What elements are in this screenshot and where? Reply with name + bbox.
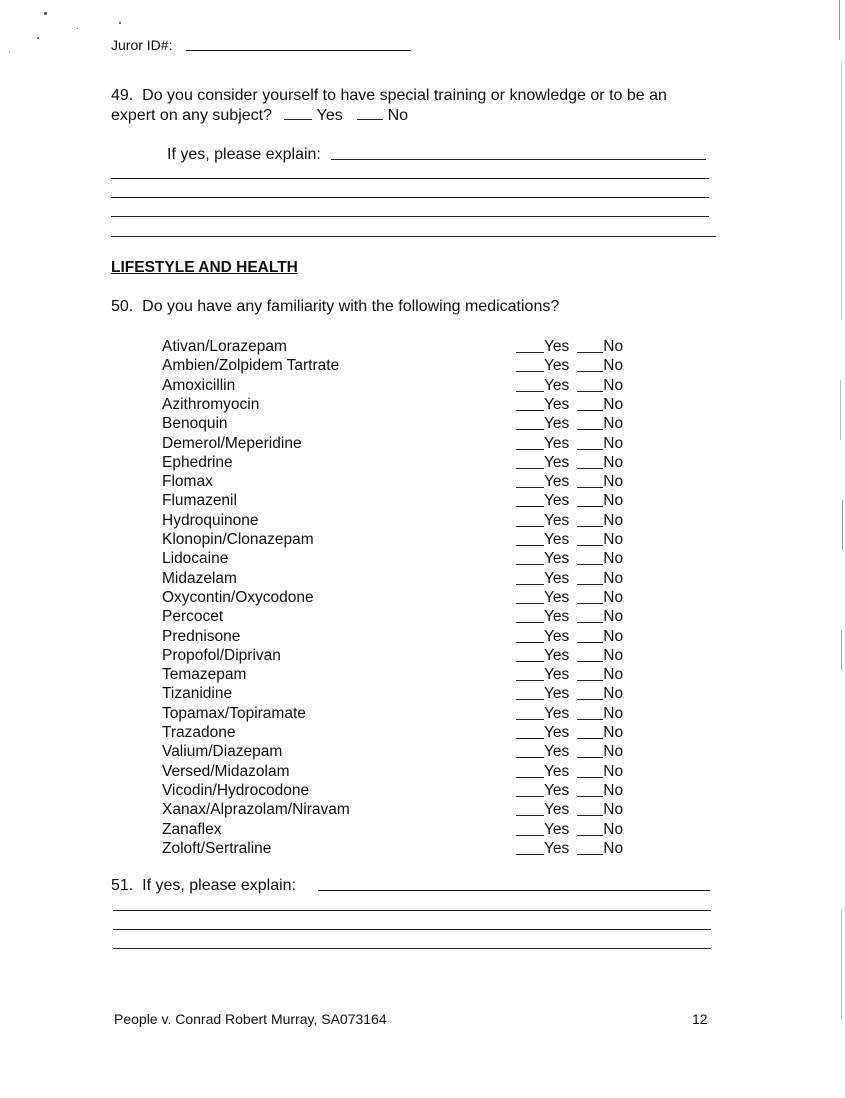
q50-text: Do you have any familiarity with the following medications? xyxy=(142,298,560,315)
yes-no-choice xyxy=(516,434,642,453)
yes-no-choice xyxy=(516,491,642,510)
q51-question xyxy=(111,876,296,895)
medication-name: Tizanidine xyxy=(162,685,233,703)
no-label: No xyxy=(603,666,624,684)
medication-row xyxy=(162,588,642,607)
no-label: No xyxy=(603,646,624,664)
yes-no-choice xyxy=(516,684,642,703)
yes-no-choice xyxy=(516,453,642,472)
scan-edge-line xyxy=(842,500,843,550)
yes-blank[interactable] xyxy=(516,684,544,700)
yes-label: Yes xyxy=(544,743,570,761)
no-blank[interactable] xyxy=(577,511,603,527)
no-blank[interactable] xyxy=(577,414,603,430)
yes-blank[interactable] xyxy=(516,588,544,604)
yes-blank[interactable] xyxy=(516,356,544,372)
no-blank[interactable] xyxy=(577,684,603,700)
medication-name: Zoloft/Sertraline xyxy=(162,839,272,857)
yes-label: Yes xyxy=(544,724,570,741)
medication-name: Topamax/Topiramate xyxy=(162,704,306,722)
no-blank[interactable] xyxy=(577,704,603,720)
yes-label: Yes xyxy=(544,588,570,606)
medication-name: Midazelam xyxy=(162,569,237,587)
no-label: No xyxy=(603,511,624,529)
yes-no-choice xyxy=(516,742,642,761)
scan-speck xyxy=(9,51,10,52)
yes-no-choice xyxy=(516,549,642,568)
yes-blank[interactable] xyxy=(516,839,544,855)
medication-name: Amoxicillin xyxy=(162,376,236,394)
yes-no-choice xyxy=(516,781,642,800)
yes-label: Yes xyxy=(544,704,570,722)
q49-explain-label: If yes, please explain: xyxy=(167,146,321,163)
q50-question xyxy=(111,297,559,316)
medication-row xyxy=(162,820,642,839)
no-label: No xyxy=(603,820,624,838)
scan-edge-line xyxy=(839,0,840,40)
yes-blank[interactable] xyxy=(516,781,544,797)
yes-label: Yes xyxy=(544,608,570,626)
q51-answer-line[interactable] xyxy=(113,948,711,949)
no-blank[interactable] xyxy=(577,646,603,662)
yes-blank[interactable] xyxy=(516,569,544,585)
scan-speck xyxy=(77,28,78,29)
no-label: No xyxy=(603,357,624,375)
medication-row xyxy=(162,839,642,858)
no-label: No xyxy=(603,627,624,645)
no-label: No xyxy=(603,704,624,722)
yes-no-choice xyxy=(516,607,642,626)
q49-yes-blank[interactable] xyxy=(284,105,312,120)
no-blank[interactable] xyxy=(577,549,603,565)
medication-name: Prednisone xyxy=(162,627,241,645)
medication-row xyxy=(162,569,642,588)
medication-row xyxy=(162,684,642,703)
yes-blank[interactable] xyxy=(516,627,544,643)
yes-blank[interactable] xyxy=(516,453,544,469)
no-label: No xyxy=(603,376,624,394)
no-blank[interactable] xyxy=(577,569,603,585)
medication-row xyxy=(162,762,642,781)
q49-no-blank[interactable] xyxy=(357,105,383,120)
no-blank[interactable] xyxy=(577,395,603,411)
yes-label: Yes xyxy=(544,569,570,587)
no-blank[interactable] xyxy=(577,356,603,372)
no-blank[interactable] xyxy=(577,376,603,392)
no-blank[interactable] xyxy=(577,472,603,488)
yes-blank[interactable] xyxy=(516,704,544,720)
yes-label: Yes xyxy=(544,685,570,703)
yes-no-choice xyxy=(516,569,642,588)
medication-name: Demerol/Meperidine xyxy=(162,434,302,452)
no-label: No xyxy=(603,473,624,491)
yes-no-choice xyxy=(516,472,642,491)
no-blank[interactable] xyxy=(577,781,603,797)
no-blank[interactable] xyxy=(577,723,603,739)
no-label: No xyxy=(603,743,624,761)
yes-blank[interactable] xyxy=(516,491,544,507)
yes-no-choice xyxy=(516,820,642,839)
medication-name: Valium/Diazepam xyxy=(162,743,283,761)
yes-label: Yes xyxy=(544,453,570,471)
medication-row xyxy=(162,356,642,375)
juror-id-label: Juror ID#: xyxy=(111,37,173,53)
medication-name: Flumazenil xyxy=(162,492,237,510)
medication-row xyxy=(162,781,642,800)
q49-explain-field[interactable] xyxy=(331,159,706,160)
yes-label: Yes xyxy=(544,531,570,548)
medication-name: Vicodin/Hydrocodone xyxy=(162,781,310,799)
yes-no-choice xyxy=(516,704,642,723)
yes-label: Yes xyxy=(544,376,570,394)
medication-name: Lidocaine xyxy=(162,550,229,568)
medication-row xyxy=(162,511,642,530)
q51-number: 51. xyxy=(111,877,134,894)
yes-blank[interactable] xyxy=(516,472,544,488)
yes-no-choice xyxy=(516,376,642,395)
q49-text-line1: Do you consider yourself to have special training or knowledge or to be an xyxy=(142,87,667,104)
medication-name: Flomax xyxy=(162,473,213,491)
medication-row xyxy=(162,395,642,414)
medication-name: Propofol/Diprivan xyxy=(162,646,281,664)
yes-no-choice xyxy=(516,665,642,684)
yes-label: Yes xyxy=(544,395,570,413)
medication-name: Trazadone xyxy=(162,724,236,741)
yes-no-choice xyxy=(516,800,642,819)
yes-blank[interactable] xyxy=(516,646,544,662)
yes-no-choice xyxy=(516,337,642,356)
medication-row xyxy=(162,434,642,453)
medication-name: Percocet xyxy=(162,608,224,626)
yes-no-choice xyxy=(516,588,642,607)
medication-row xyxy=(162,453,642,472)
medication-name: Benoquin xyxy=(162,415,228,433)
q49-yes-label: Yes xyxy=(316,107,343,124)
yes-blank[interactable] xyxy=(516,434,544,450)
scan-speck xyxy=(37,37,39,39)
q49-number: 49. xyxy=(111,87,134,104)
no-label: No xyxy=(603,550,624,568)
no-label: No xyxy=(603,338,624,355)
yes-label: Yes xyxy=(544,550,570,568)
yes-blank[interactable] xyxy=(516,376,544,392)
medication-row xyxy=(162,414,642,433)
medication-name: Ephedrine xyxy=(162,453,233,471)
yes-blank[interactable] xyxy=(516,607,544,623)
yes-blank[interactable] xyxy=(516,530,544,546)
yes-blank[interactable] xyxy=(516,549,544,565)
medication-row xyxy=(162,800,642,819)
medication-row xyxy=(162,491,642,510)
yes-label: Yes xyxy=(544,646,570,664)
yes-no-choice xyxy=(516,356,642,375)
no-blank[interactable] xyxy=(577,820,603,836)
scan-edge-line xyxy=(841,630,842,670)
yes-label: Yes xyxy=(544,473,570,491)
yes-no-choice xyxy=(516,627,642,646)
yes-blank[interactable] xyxy=(516,414,544,430)
q51-answer-line[interactable] xyxy=(113,929,711,930)
yes-label: Yes xyxy=(544,338,570,355)
no-label: No xyxy=(603,801,624,819)
yes-label: Yes xyxy=(544,839,570,857)
no-label: No xyxy=(603,531,624,548)
medication-name: Oxycontin/Oxycodone xyxy=(162,588,314,606)
yes-no-choice xyxy=(516,511,642,530)
medication-name: Zanaflex xyxy=(162,820,222,838)
footer-page-number: 12 xyxy=(692,1011,708,1027)
yes-blank[interactable] xyxy=(516,762,544,778)
yes-label: Yes xyxy=(544,434,570,452)
q51-answer-line[interactable] xyxy=(113,910,711,911)
yes-no-choice xyxy=(516,414,642,433)
no-blank[interactable] xyxy=(577,800,603,816)
section-heading: LIFESTYLE AND HEALTH xyxy=(111,259,298,276)
no-blank[interactable] xyxy=(577,530,603,546)
q51-text: If yes, please explain: xyxy=(142,877,297,894)
yes-label: Yes xyxy=(544,762,570,780)
medication-row xyxy=(162,607,642,626)
yes-label: Yes xyxy=(544,666,570,684)
medication-row xyxy=(162,627,642,646)
no-label: No xyxy=(603,434,624,452)
no-blank[interactable] xyxy=(577,762,603,778)
yes-label: Yes xyxy=(544,820,570,838)
no-blank[interactable] xyxy=(577,588,603,604)
no-blank[interactable] xyxy=(577,337,603,353)
no-label: No xyxy=(603,685,624,703)
yes-blank[interactable] xyxy=(516,742,544,758)
no-label: No xyxy=(603,492,624,510)
medication-row xyxy=(162,646,642,665)
q49-answer-line[interactable] xyxy=(111,178,709,179)
q51-explain-field[interactable] xyxy=(318,890,710,891)
yes-blank[interactable] xyxy=(516,337,544,353)
medication-name: Xanax/Alprazolam/Niravam xyxy=(162,801,350,819)
q49-explain xyxy=(167,145,321,164)
yes-blank[interactable] xyxy=(516,800,544,816)
no-label: No xyxy=(603,608,624,626)
yes-blank[interactable] xyxy=(516,665,544,681)
medication-row xyxy=(162,704,642,723)
no-label: No xyxy=(603,453,624,471)
yes-blank[interactable] xyxy=(516,820,544,836)
scan-speck xyxy=(44,12,47,15)
no-blank[interactable] xyxy=(577,839,603,855)
medication-name: Temazepam xyxy=(162,666,247,684)
q49-text-line2: expert on any subject? xyxy=(111,107,272,124)
q49-answer-line[interactable] xyxy=(111,216,709,217)
no-label: No xyxy=(603,839,624,857)
yes-label: Yes xyxy=(544,627,570,645)
yes-label: Yes xyxy=(544,492,570,510)
yes-label: Yes xyxy=(544,511,570,529)
no-blank[interactable] xyxy=(577,665,603,681)
medication-name: Hydroquinone xyxy=(162,511,259,529)
q49-line2 xyxy=(111,105,408,125)
no-blank[interactable] xyxy=(577,607,603,623)
medication-row xyxy=(162,723,642,742)
no-label: No xyxy=(603,415,624,433)
no-blank[interactable] xyxy=(577,742,603,758)
yes-label: Yes xyxy=(544,801,570,819)
yes-no-choice xyxy=(516,395,642,414)
q50-number: 50. xyxy=(111,298,134,315)
scan-edge-line xyxy=(841,910,842,1020)
medication-name: Azithromyocin xyxy=(162,395,260,413)
no-label: No xyxy=(603,781,624,799)
yes-blank[interactable] xyxy=(516,723,544,739)
medication-row xyxy=(162,530,642,549)
yes-no-choice xyxy=(516,723,642,742)
medication-name: Klonopin/Clonazepam xyxy=(162,531,314,548)
q49-line1 xyxy=(111,86,667,105)
no-label: No xyxy=(603,588,624,606)
q49-no-label: No xyxy=(387,107,409,124)
no-label: No xyxy=(603,762,624,780)
medication-name: Ativan/Lorazepam xyxy=(162,338,287,355)
no-blank[interactable] xyxy=(577,491,603,507)
medication-name: Versed/Midazolam xyxy=(162,762,290,780)
medication-row xyxy=(162,742,642,761)
medication-row xyxy=(162,376,642,395)
medication-name: Ambien/Zolpidem Tartrate xyxy=(162,357,340,375)
juror-id-field[interactable] xyxy=(186,50,411,51)
yes-no-choice xyxy=(516,762,642,781)
no-label: No xyxy=(603,395,624,413)
q49-answer-line[interactable] xyxy=(111,236,716,237)
juror-id-line xyxy=(111,36,172,54)
scan-edge-line xyxy=(841,60,842,320)
yes-label: Yes xyxy=(544,781,570,799)
medication-row xyxy=(162,549,642,568)
footer-case: People v. Conrad Robert Murray, SA073164 xyxy=(114,1011,387,1027)
yes-label: Yes xyxy=(544,415,570,433)
yes-no-choice xyxy=(516,839,642,858)
medication-row xyxy=(162,472,642,491)
medication-row xyxy=(162,337,642,356)
no-label: No xyxy=(603,569,624,587)
no-blank[interactable] xyxy=(577,453,603,469)
yes-no-choice xyxy=(516,646,642,665)
medication-row xyxy=(162,665,642,684)
yes-blank[interactable] xyxy=(516,511,544,527)
scan-edge-line xyxy=(840,380,841,440)
no-blank[interactable] xyxy=(577,434,603,450)
no-blank[interactable] xyxy=(577,627,603,643)
yes-label: Yes xyxy=(544,357,570,375)
yes-blank[interactable] xyxy=(516,395,544,411)
scan-speck xyxy=(119,22,121,24)
q49-answer-line[interactable] xyxy=(111,197,709,198)
no-label: No xyxy=(603,724,624,741)
yes-no-choice xyxy=(516,530,642,549)
